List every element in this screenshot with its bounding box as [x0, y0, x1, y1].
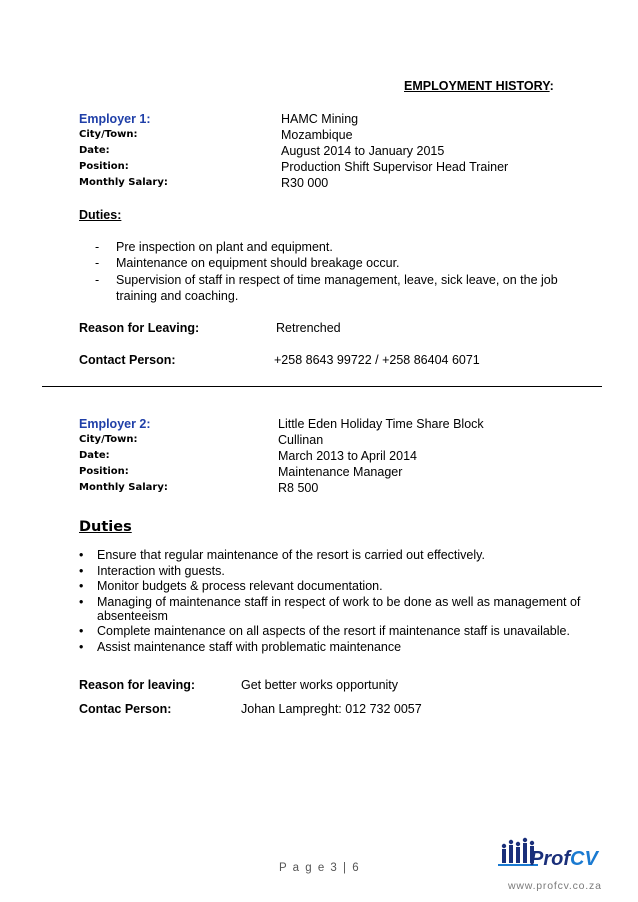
bullet-dot: •	[79, 640, 84, 654]
employer1-position-label: Position:	[79, 161, 129, 172]
bullet-dot: •	[79, 548, 84, 562]
employer2-heading: Employer 2:	[79, 417, 151, 431]
bullet-dot: •	[79, 624, 84, 638]
employer2-date: March 2013 to April 2014	[278, 449, 417, 463]
section-divider	[42, 386, 602, 387]
bullet-dot: •	[79, 579, 84, 593]
employer1-heading: Employer 1:	[79, 112, 151, 126]
employer1-duty-item-cont: training and coaching.	[116, 289, 239, 303]
employer1-reason: Retrenched	[276, 321, 341, 335]
employer1-salary: R30 000	[281, 176, 329, 190]
dash-bullet: -	[95, 273, 100, 287]
employer2-duty-item: Ensure that regular maintenance of the resort is carried out effectively.	[97, 548, 485, 562]
dash-bullet: -	[95, 240, 100, 254]
employer1-contact: +258 8643 99722 / +258 86404 6071	[274, 353, 480, 367]
employer2-position-label: Position:	[79, 466, 129, 477]
employer2-duty-item: Monitor budgets & process relevant documentation.	[97, 579, 383, 593]
employer1-salary-label: Monthly Salary:	[79, 177, 168, 188]
employer1-name: HAMC Mining	[281, 112, 359, 126]
employer2-salary: R8 500	[278, 481, 319, 495]
employer2-city: Cullinan	[278, 433, 324, 447]
employer2-duty-item: Assist maintenance staff with problematic maintenance	[97, 640, 402, 654]
employer2-duties-heading: Duties	[79, 519, 132, 535]
employer1-duty-item: Maintenance on equipment should breakage occur.	[116, 256, 400, 270]
employer1-reason-label: Reason for Leaving:	[79, 321, 200, 335]
employer2-name: Little Eden Holiday Time Share Block	[278, 417, 484, 431]
employer2-duty-item: Managing of maintenance staff in respect of work to be done as well as management of	[97, 595, 581, 609]
employer2-city-label: City/Town:	[79, 434, 138, 445]
page-number: P a g e 3 | 6	[279, 862, 361, 874]
logo-url: www.profcv.co.za	[508, 880, 602, 892]
employer2-duty-item: Interaction with guests.	[97, 564, 225, 578]
bullet-dot: •	[79, 595, 84, 609]
employer1-city: Mozambique	[281, 128, 353, 142]
logo-wordmark	[530, 848, 598, 871]
employer2-salary-label: Monthly Salary:	[79, 482, 168, 493]
employer2-date-label: Date:	[79, 450, 110, 461]
employer1-date: August 2014 to January 2015	[281, 144, 445, 158]
employer2-reason-label: Reason for leaving:	[79, 678, 195, 692]
employer1-duties-heading: Duties:	[79, 208, 122, 222]
employer2-contact-label: Contac Person:	[79, 702, 172, 716]
employer1-contact-label: Contact Person:	[79, 353, 176, 367]
employer2-position: Maintenance Manager	[278, 465, 403, 479]
employer2-duty-item: Complete maintenance on all aspects of the resort if maintenance staff is unavailable.	[97, 624, 570, 638]
employer1-position: Production Shift Supervisor Head Trainer	[281, 160, 509, 174]
section-title	[404, 79, 554, 93]
logo-brand-a: Prof	[530, 848, 570, 870]
dash-bullet: -	[95, 256, 100, 270]
employer2-duty-item-cont: absenteeism	[97, 609, 168, 623]
employer1-duty-item: Supervision of staff in respect of time management, leave, sick leave, on the job	[116, 273, 558, 287]
section-title-colon: :	[549, 79, 554, 93]
employer1-city-label: City/Town:	[79, 129, 138, 140]
logo-brand-b: CV	[570, 848, 598, 870]
employer1-duty-item: Pre inspection on plant and equipment.	[116, 240, 333, 254]
bullet-dot: •	[79, 564, 84, 578]
employer2-contact: Johan Lampreght: 012 732 0057	[241, 702, 422, 716]
section-title-text: EMPLOYMENT HISTORY	[404, 79, 550, 93]
employer1-date-label: Date:	[79, 145, 110, 156]
employer2-reason: Get better works opportunity	[241, 678, 399, 692]
